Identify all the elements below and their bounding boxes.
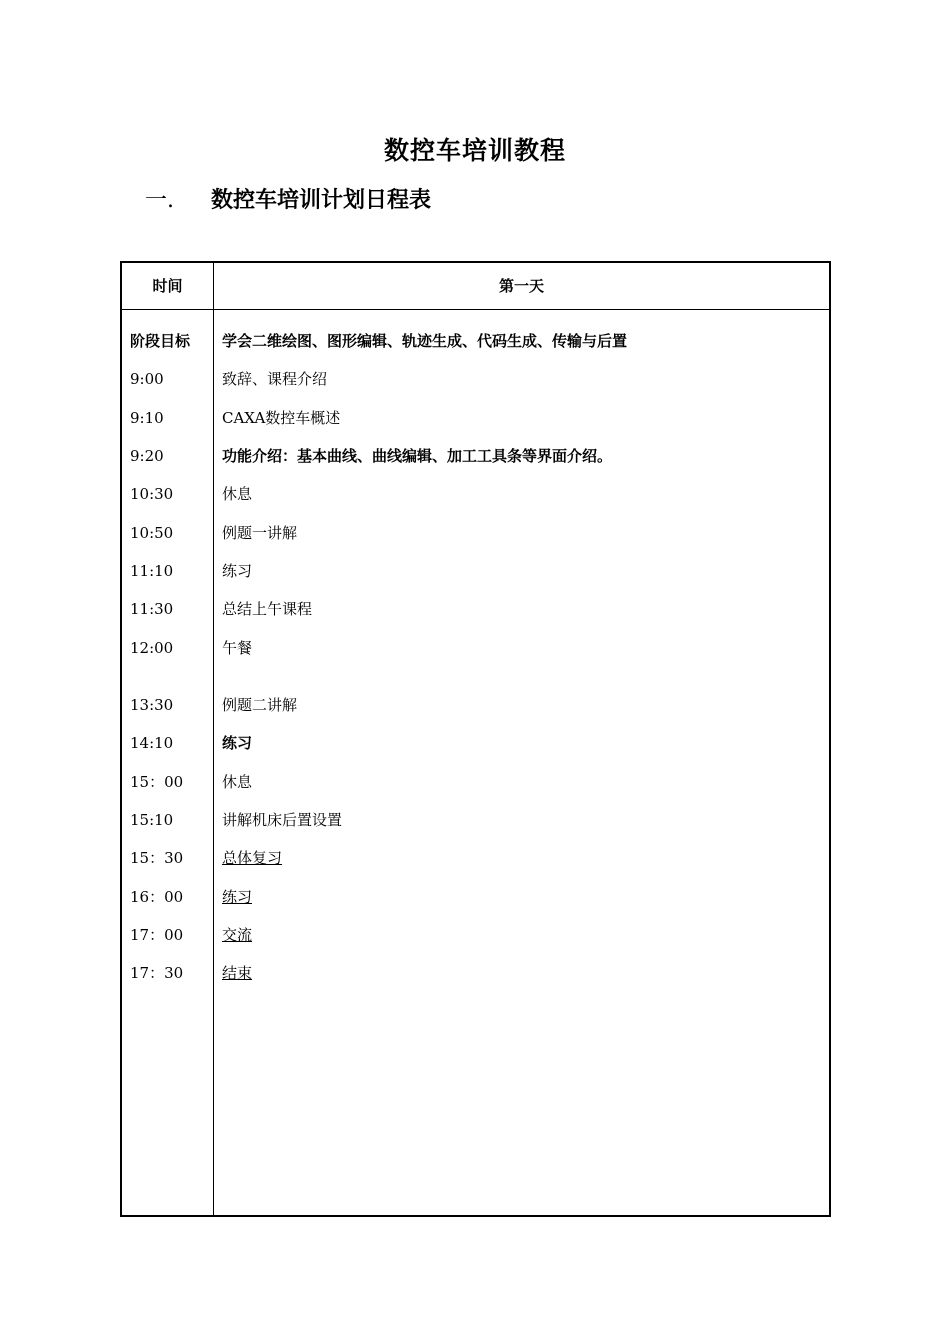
row-activity: 功能介绍：基本曲线、曲线编辑、加工工具条等界面介绍。 [222,447,613,465]
section-heading [145,183,431,218]
section-number: 一. [145,188,174,213]
row-time: 11:30 [130,600,174,618]
row-activity: 例题二讲解 [222,696,298,714]
header-divider [122,309,829,310]
row-activity: 例题一讲解 [222,524,298,542]
header-day: 第一天 [498,277,544,295]
row-time: 9:10 [130,409,164,427]
row-activity: CAXA数控车概述 [222,409,341,427]
row-activity: 交流 [222,926,253,944]
row-time: 10:30 [130,485,174,503]
row-activity: 休息 [222,773,253,791]
row-activity: 午餐 [222,639,253,657]
section-title: 数控车培训计划日程表 [211,187,432,213]
row-activity: 练习 [222,734,253,752]
row-time: 9:00 [130,370,164,388]
row-time: 12:00 [130,639,174,657]
row-time: 17：00 [130,926,184,944]
row-time: 9:20 [130,447,164,465]
row-activity: 练习 [222,562,253,580]
row-activity: 学会二维绘图、图形编辑、轨迹生成、代码生成、传输与后置 [222,332,628,350]
row-time: 阶段目标 [130,332,191,350]
column-divider [213,263,214,1215]
row-activity: 练习 [222,888,253,906]
document-title: 数控车培训教程 [383,136,566,165]
header-time: 时间 [152,277,183,295]
row-activity: 讲解机床后置设置 [222,811,343,829]
row-activity: 休息 [222,485,253,503]
row-time: 11:10 [130,562,174,580]
row-time: 15:10 [130,811,174,829]
row-time: 15：30 [130,849,184,867]
row-activity: 总结上午课程 [222,600,313,618]
schedule-table [120,261,831,1217]
row-activity: 总体复习 [222,849,283,867]
row-activity: 结束 [222,964,253,982]
row-time: 17：30 [130,964,184,982]
row-time: 13:30 [130,696,174,714]
row-activity: 致辞、课程介绍 [222,370,328,388]
row-time: 14:10 [130,734,174,752]
row-time: 10:50 [130,524,174,542]
row-time: 16：00 [130,888,184,906]
row-time: 15：00 [130,773,184,791]
